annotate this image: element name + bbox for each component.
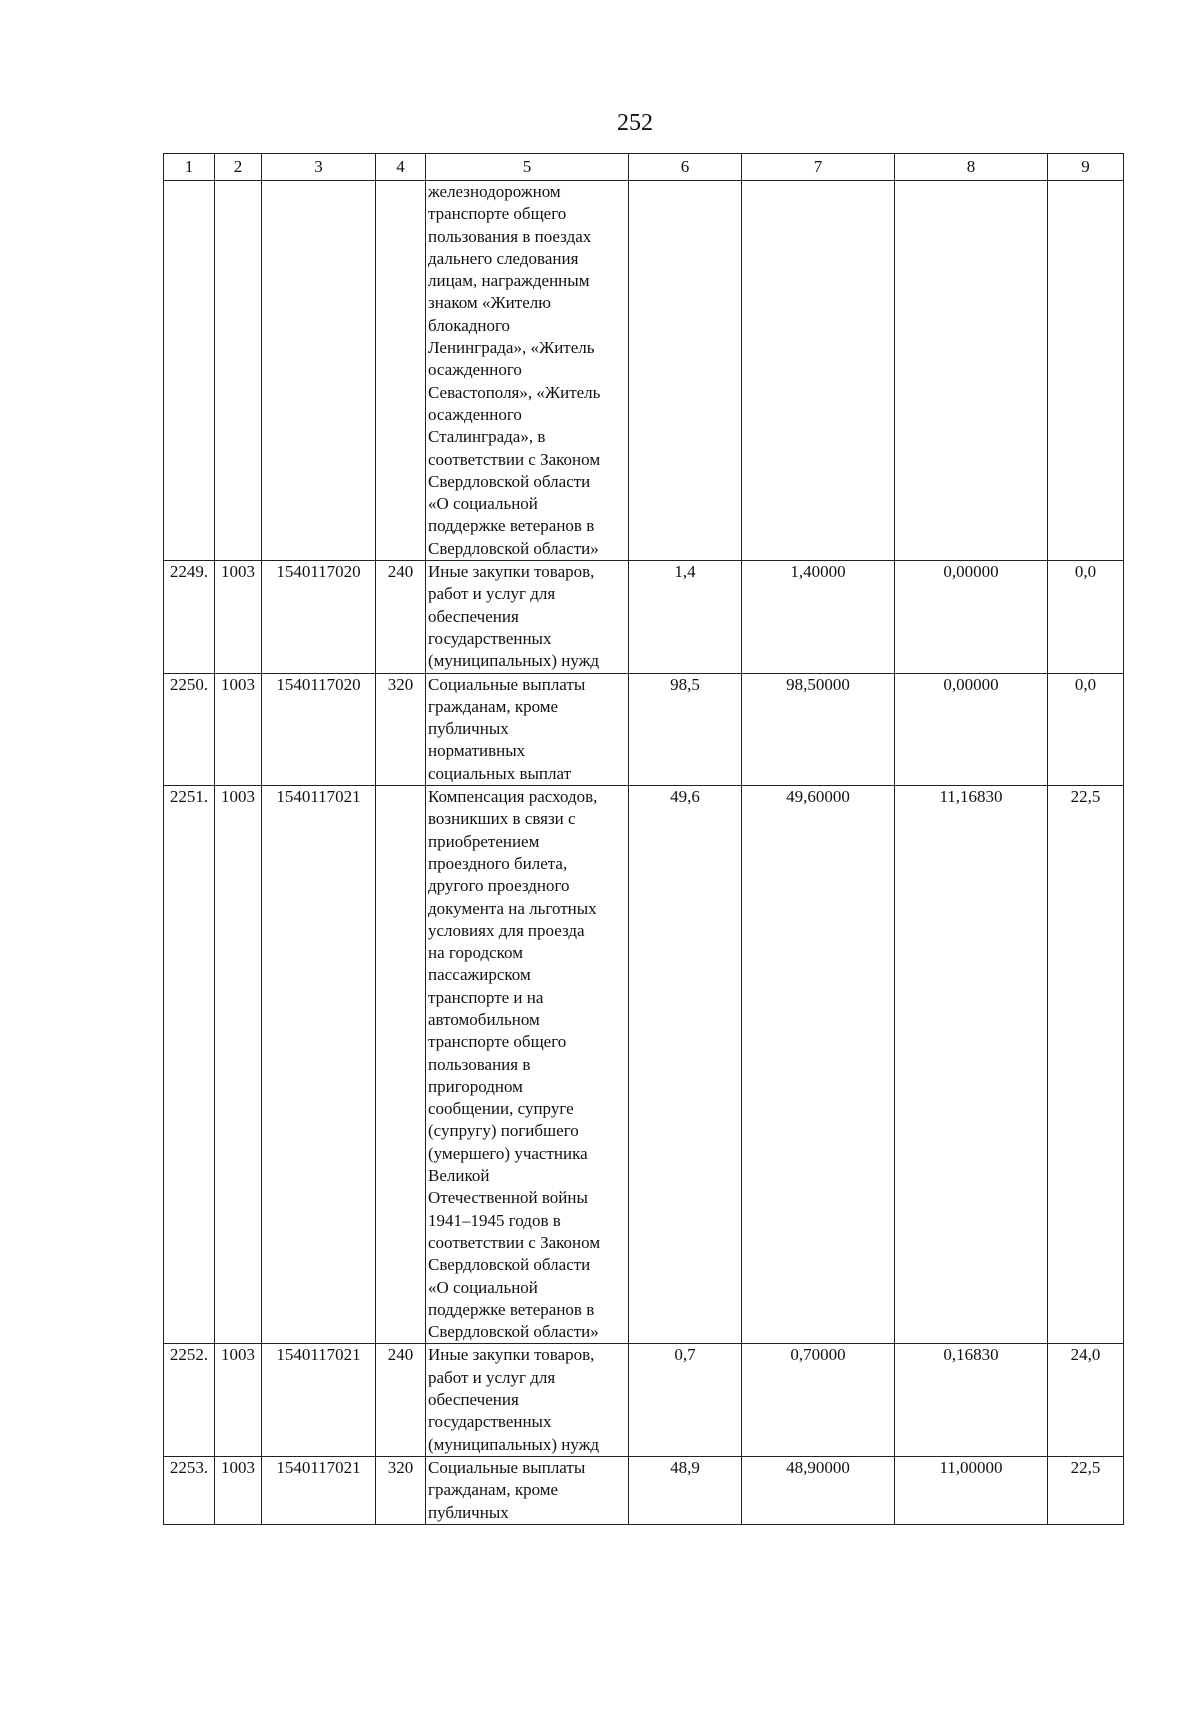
header-col-2: 2 <box>215 154 262 181</box>
executed-amount-cell: 11,16830 <box>895 786 1048 1344</box>
description-line: соответствии с Законом <box>428 1232 601 1252</box>
expense-type-cell: 240 <box>376 561 426 673</box>
description-line: пригородном <box>428 1076 523 1096</box>
executed-amount-cell: 0,00000 <box>895 673 1048 785</box>
execution-percent-cell <box>1048 181 1124 561</box>
header-row <box>164 154 1124 181</box>
description-line: осажденного <box>428 404 522 424</box>
description-line: гражданам, кроме <box>428 1480 559 1500</box>
description-line: Ленинграда», «Житель <box>428 338 595 358</box>
description-line: (умершего) участника <box>428 1143 588 1163</box>
description-line: лицам, награжденным <box>428 271 590 291</box>
table-row <box>164 181 1124 561</box>
description-line: автомобильном <box>428 1009 540 1029</box>
description-line: социальных выплат <box>428 763 572 783</box>
description-line: Социальные выплаты <box>428 1457 586 1477</box>
table-row <box>164 673 1124 785</box>
description-line: возникших в связи с <box>428 809 576 829</box>
description-line: гражданам, кроме <box>428 696 559 716</box>
description-line: Социальные выплаты <box>428 674 586 694</box>
description-line: Севастополя», «Житель <box>428 382 601 402</box>
description-line: работ и услуг для <box>428 584 556 604</box>
refined-amount-cell: 1,40000 <box>742 561 895 673</box>
planned-amount-cell: 0,7 <box>629 1344 742 1456</box>
description-line: Свердловской области» <box>428 538 599 558</box>
header-col-4: 4 <box>376 154 426 181</box>
table-row <box>164 1344 1124 1456</box>
planned-amount-cell: 48,9 <box>629 1456 742 1524</box>
execution-percent-cell: 0,0 <box>1048 561 1124 673</box>
row-number-cell: 2252. <box>164 1344 215 1456</box>
planned-amount-cell: 1,4 <box>629 561 742 673</box>
description-line: пользования в <box>428 1054 531 1074</box>
row-number-cell: 2253. <box>164 1456 215 1524</box>
executed-amount-cell: 0,16830 <box>895 1344 1048 1456</box>
table-row <box>164 561 1124 673</box>
description-line: условиях для проезда <box>428 920 585 940</box>
target-item-code-cell: 1540117021 <box>262 1344 376 1456</box>
target-item-code-cell: 1540117021 <box>262 1456 376 1524</box>
description-line: знаком «Жителю <box>428 293 551 313</box>
table-row <box>164 1456 1124 1524</box>
description-line: дальнего следования <box>428 248 579 268</box>
description-line: железнодорожном <box>428 182 561 201</box>
section-code-cell: 1003 <box>215 1344 262 1456</box>
description-line: обеспечения <box>428 1390 519 1410</box>
section-code-cell: 1003 <box>215 673 262 785</box>
section-code-cell <box>215 181 262 561</box>
table-row <box>164 786 1124 1344</box>
row-number-cell: 2249. <box>164 561 215 673</box>
section-code-cell: 1003 <box>215 561 262 673</box>
page-number: 252 <box>617 110 653 136</box>
description-line: поддержке ветеранов в <box>428 516 595 536</box>
description-line: Отечественной войны <box>428 1188 588 1208</box>
description-line: Свердловской области <box>428 1255 591 1275</box>
description-line: Иные закупки товаров, <box>428 562 595 582</box>
target-item-code-cell: 1540117020 <box>262 673 376 785</box>
row-number-cell <box>164 181 215 561</box>
description-line: документа на льготных <box>428 898 597 918</box>
row-number-cell: 2251. <box>164 786 215 1344</box>
planned-amount-cell <box>629 181 742 561</box>
description-line: приобретением <box>428 831 540 851</box>
description-line: Свердловской области <box>428 471 591 491</box>
header-col-9: 9 <box>1048 154 1124 181</box>
expense-type-cell: 240 <box>376 1344 426 1456</box>
description-line: публичных <box>428 1502 509 1522</box>
description-line: Иные закупки товаров, <box>428 1345 595 1365</box>
expense-type-cell: 320 <box>376 673 426 785</box>
description-cell <box>426 786 629 1344</box>
target-item-code-cell: 1540117021 <box>262 786 376 1344</box>
refined-amount-cell: 48,90000 <box>742 1456 895 1524</box>
description-line: транспорте общего <box>428 204 567 224</box>
expense-type-cell: 320 <box>376 1456 426 1524</box>
description-line: другого проездного <box>428 876 570 896</box>
refined-amount-cell: 0,70000 <box>742 1344 895 1456</box>
description-line: «О социальной <box>428 1277 538 1297</box>
target-item-code-cell: 1540117020 <box>262 561 376 673</box>
description-line: работ и услуг для <box>428 1367 556 1387</box>
description-cell <box>426 1344 629 1456</box>
description-line: Компенсация расходов, <box>428 787 598 807</box>
description-line: на городском <box>428 943 523 963</box>
description-line: Свердловской области» <box>428 1322 599 1342</box>
refined-amount-cell: 98,50000 <box>742 673 895 785</box>
planned-amount-cell: 98,5 <box>629 673 742 785</box>
description-line: пассажирском <box>428 965 531 985</box>
header-col-5: 5 <box>426 154 629 181</box>
header-col-6: 6 <box>629 154 742 181</box>
description-line: (муниципальных) нужд <box>428 1434 600 1454</box>
executed-amount-cell: 11,00000 <box>895 1456 1048 1524</box>
description-line: нормативных <box>428 741 526 761</box>
execution-percent-cell: 22,5 <box>1048 786 1124 1344</box>
description-line: транспорте общего <box>428 1032 567 1052</box>
refined-amount-cell <box>742 181 895 561</box>
execution-percent-cell: 24,0 <box>1048 1344 1124 1456</box>
expense-type-cell <box>376 181 426 561</box>
target-item-code-cell <box>262 181 376 561</box>
description-line: Сталинграда», в <box>428 427 546 447</box>
description-line: публичных <box>428 719 509 739</box>
description-line: проездного билета, <box>428 853 568 873</box>
expense-type-cell <box>376 786 426 1344</box>
description-line: сообщении, супруге <box>428 1099 574 1119</box>
description-line: блокадного <box>428 315 511 335</box>
execution-percent-cell: 22,5 <box>1048 1456 1124 1524</box>
description-line: пользования в поездах <box>428 226 592 246</box>
section-code-cell: 1003 <box>215 786 262 1344</box>
description-line: (муниципальных) нужд <box>428 651 600 671</box>
header-col-8: 8 <box>895 154 1048 181</box>
description-line: транспорте и на <box>428 987 544 1007</box>
refined-amount-cell: 49,60000 <box>742 786 895 1344</box>
budget-table <box>163 153 1124 1525</box>
description-line: «О социальной <box>428 494 538 514</box>
description-line: обеспечения <box>428 606 519 626</box>
description-line: Великой <box>428 1166 490 1186</box>
description-cell <box>426 673 629 785</box>
execution-percent-cell: 0,0 <box>1048 673 1124 785</box>
description-cell <box>426 1456 629 1524</box>
description-line: (супругу) погибшего <box>428 1121 579 1141</box>
description-line: государственных <box>428 1412 552 1432</box>
description-line: осажденного <box>428 360 522 380</box>
executed-amount-cell <box>895 181 1048 561</box>
description-line: соответствии с Законом <box>428 449 601 469</box>
section-code-cell: 1003 <box>215 1456 262 1524</box>
table-body <box>164 181 1124 1525</box>
description-line: государственных <box>428 628 552 648</box>
header-col-1: 1 <box>164 154 215 181</box>
executed-amount-cell: 0,00000 <box>895 561 1048 673</box>
row-number-cell: 2250. <box>164 673 215 785</box>
description-cell <box>426 181 629 561</box>
planned-amount-cell: 49,6 <box>629 786 742 1344</box>
header-col-3: 3 <box>262 154 376 181</box>
description-line: 1941–1945 годов в <box>428 1210 561 1230</box>
description-cell <box>426 561 629 673</box>
header-col-7: 7 <box>742 154 895 181</box>
description-line: поддержке ветеранов в <box>428 1299 595 1319</box>
